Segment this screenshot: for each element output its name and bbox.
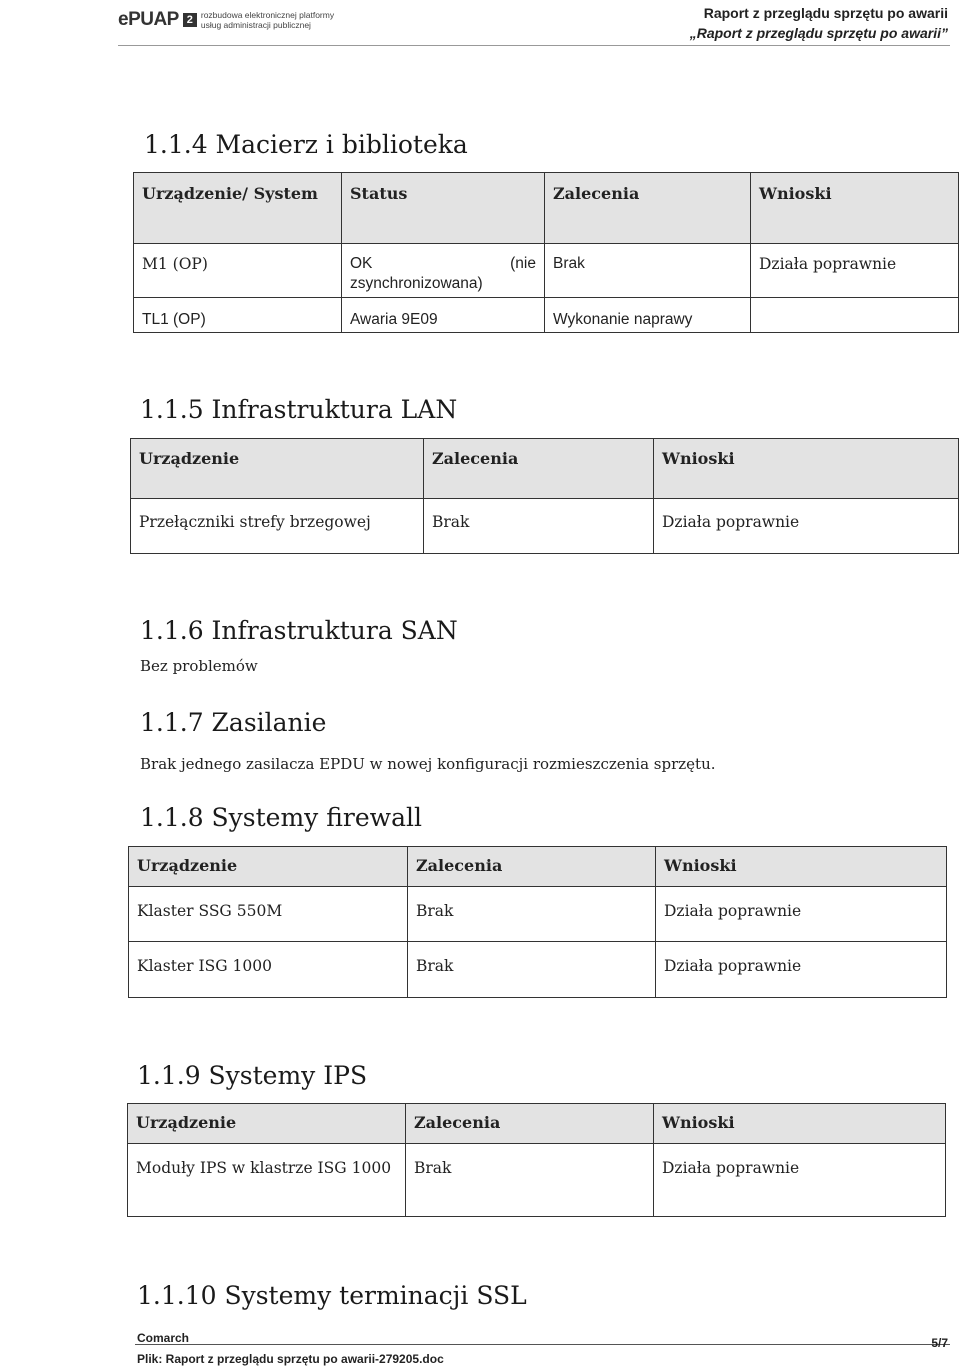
table-row [129,887,947,942]
header-title: Raport z przeglądu sprzętu po awarii [703,5,948,21]
table-row [131,499,959,554]
table-cell: Brak [545,244,751,298]
table-row [129,942,947,998]
table-ips [127,1103,946,1217]
table-cell: Brak [406,1144,654,1217]
table-storage-library [133,172,959,333]
section-heading-1-1-5: 1.1.5 Infrastruktura LAN [140,395,458,424]
table-lan [130,438,959,554]
table-cell: Przełączniki strefy brzegowej [131,499,424,554]
table-cell [342,244,545,298]
table-cell: Wykonanie naprawy [545,298,751,333]
column-header: Zalecenia [406,1104,654,1144]
table-row [134,298,959,333]
table-cell: Działa poprawnie [654,1144,946,1217]
table-row [134,244,959,298]
logo-wordmark: ePUAP [118,9,179,30]
column-header: Wnioski [751,173,959,244]
table-row [128,1144,946,1217]
table-firewall [128,846,947,998]
section-heading-1-1-10: 1.1.10 Systemy terminacji SSL [137,1281,527,1310]
column-header: Zalecenia [545,173,751,244]
table-header-row [128,1104,946,1144]
table-cell: Działa poprawnie [751,244,959,298]
section-heading-1-1-7: 1.1.7 Zasilanie [140,708,327,737]
epuap-logo [118,6,334,34]
header-divider [118,45,950,46]
column-header: Wnioski [654,439,959,499]
section-heading-1-1-4: 1.1.4 Macierz i biblioteka [144,130,468,159]
table-cell: Działa poprawnie [656,942,947,998]
logo-tagline [201,10,334,30]
column-header: Wnioski [656,847,947,887]
table-cell: Działa poprawnie [656,887,947,942]
table-header-row [131,439,959,499]
table-cell: Brak [408,942,656,998]
section-heading-1-1-9: 1.1.9 Systemy IPS [137,1061,368,1090]
table-header-row [129,847,947,887]
column-header: Zalecenia [408,847,656,887]
section-text-power: Brak jednego zasilacza EPDU w nowej konfiguracji rozmieszczenia sprzętu. [140,755,716,773]
column-header: Status [342,173,545,244]
header-subtitle: „Raport z przeglądu sprzętu po awarii” [689,25,948,41]
section-heading-1-1-6: 1.1.6 Infrastruktura SAN [140,616,458,645]
logo-tagline-line2: usług administracji publicznej [200,20,311,30]
column-header: Urządzenie [129,847,408,887]
footer-page-number: 5/7 [931,1336,948,1350]
logo-tagline-line1: rozbudowa elektronicznej platformy [200,10,335,20]
table-cell: Klaster ISG 1000 [129,942,408,998]
column-header: Urządzenie [131,439,424,499]
section-heading-1-1-8: 1.1.8 Systemy firewall [140,803,422,832]
column-header: Urządzenie/ System [134,173,342,244]
document-header-title [690,3,948,43]
table-cell: Klaster SSG 550M [129,887,408,942]
status-text: OK (nie zsynchronizowana) [350,255,536,292]
table-cell: Awaria 9E09 [342,298,545,333]
column-header: Urządzenie [128,1104,406,1144]
footer-divider [135,1344,950,1345]
column-header: Wnioski [654,1104,946,1144]
table-cell: Moduły IPS w klastrze ISG 1000 [128,1144,406,1217]
footer-company: Comarch [137,1331,190,1345]
table-cell: Brak [408,887,656,942]
table-header-row [134,173,959,244]
column-header: Zalecenia [424,439,654,499]
table-cell [751,298,959,333]
footer-filename: Plik: Raport z przeglądu sprzętu po awarii-279205.doc [137,1352,444,1366]
logo-badge: 2 [183,13,197,27]
section-text-san: Bez problemów [140,657,258,675]
table-cell: M1 (OP) [134,244,342,298]
table-cell: Brak [424,499,654,554]
table-cell: TL1 (OP) [134,298,342,333]
table-cell: Działa poprawnie [654,499,959,554]
